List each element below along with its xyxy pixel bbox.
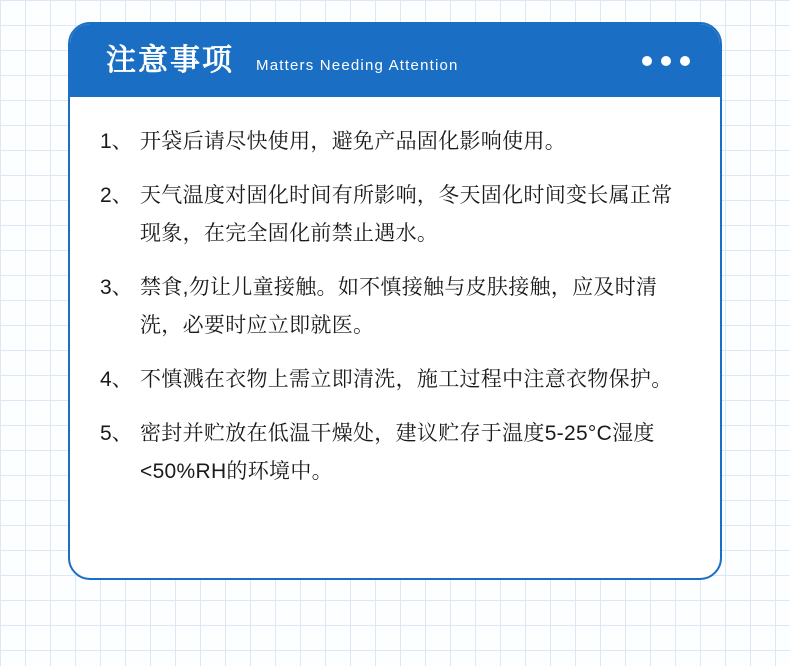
- list-item-text: 密封并贮放在低温干燥处，建议贮存于温度5-25°C湿度<50%RH的环境中。: [140, 422, 655, 483]
- list-item-number: 5、: [100, 422, 133, 445]
- list-item-number: 1、: [100, 130, 133, 153]
- list-item-text: 天气温度对固化时间有所影响，冬天固化时间变长属正常现象，在完全固化前禁止遇水。: [140, 184, 673, 245]
- dot-icon: [680, 56, 690, 66]
- list-item: [100, 177, 686, 253]
- card-header: [70, 24, 720, 97]
- notice-list: [70, 97, 720, 491]
- list-item-text: 开袋后请尽快使用，避免产品固化影响使用。: [140, 130, 566, 153]
- list-item-text: 禁食,勿让儿童接触。如不慎接触与皮肤接触，应及时清洗，必要时应立即就医。: [140, 276, 658, 337]
- list-item: [100, 361, 686, 399]
- attention-card: [68, 22, 722, 580]
- dot-icon: [661, 56, 671, 66]
- list-item-number: 4、: [100, 368, 133, 391]
- dot-icon: [642, 56, 652, 66]
- list-item-text: 不慎溅在衣物上需立即清洗，施工过程中注意衣物保护。: [140, 368, 673, 391]
- page-title: 注意事项: [106, 43, 234, 77]
- list-item: [100, 415, 686, 491]
- list-item-number: 2、: [100, 184, 133, 207]
- list-item: [100, 123, 686, 161]
- list-item: [100, 269, 686, 345]
- list-item-number: 3、: [100, 276, 133, 299]
- page-subtitle: Matters Needing Attention: [256, 57, 459, 74]
- ellipsis-icon: [642, 56, 690, 66]
